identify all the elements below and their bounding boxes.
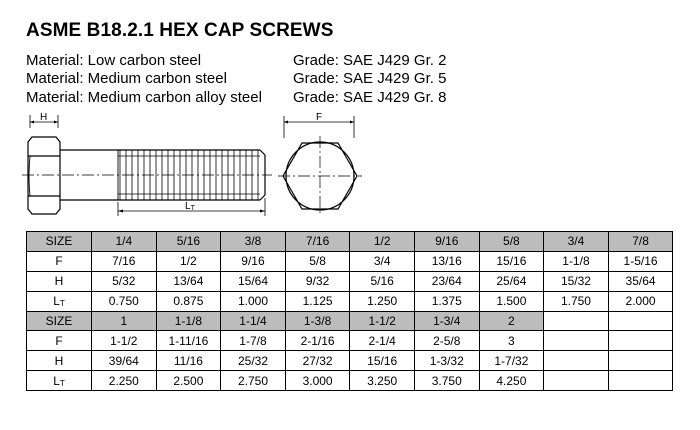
empty-cell <box>608 331 673 351</box>
table-cell: 1-3/8 <box>285 311 350 331</box>
table-cell: 1.375 <box>414 291 479 311</box>
table-cell: 25/32 <box>221 351 286 371</box>
table-cell: 1-7/32 <box>479 351 544 371</box>
table-cell: 1.125 <box>285 291 350 311</box>
table-cell: 27/32 <box>285 351 350 371</box>
size-header: SIZE <box>27 311 92 331</box>
table-cell: 9/16 <box>221 251 286 271</box>
table-cell: 3.000 <box>285 371 350 391</box>
table-cell: 1-1/4 <box>221 311 286 331</box>
table-cell: 1/4 <box>92 232 157 252</box>
dimension-table <box>26 231 673 391</box>
empty-cell <box>544 331 609 351</box>
table-row <box>27 331 673 351</box>
empty-cell <box>544 371 609 391</box>
table-cell: 3 <box>479 331 544 351</box>
table-cell: 1-7/8 <box>221 331 286 351</box>
table-cell: 3.750 <box>414 371 479 391</box>
hex-cap-screw-drawing <box>20 110 380 226</box>
table-cell: 3.250 <box>350 371 415 391</box>
empty-cell <box>544 351 609 371</box>
table-cell: 1.250 <box>350 291 415 311</box>
empty-cell <box>608 371 673 391</box>
table-row <box>27 251 673 271</box>
table-cell: 1-1/8 <box>156 311 221 331</box>
empty-cell <box>608 351 673 371</box>
table-cell: 1 <box>92 311 157 331</box>
table-cell: 2.250 <box>92 371 157 391</box>
table-cell: 1-1/2 <box>92 331 157 351</box>
empty-cell <box>608 311 673 331</box>
material-text: Material: Low carbon steel <box>26 52 202 69</box>
table-row <box>27 371 673 391</box>
table-cell: 15/16 <box>350 351 415 371</box>
table-cell: 2.750 <box>221 371 286 391</box>
table-cell: 7/8 <box>608 232 673 252</box>
material-text: Material: Medium carbon alloy steel <box>26 89 262 106</box>
thread-length-label: LT <box>185 201 195 212</box>
table-cell: 2-1/16 <box>285 331 350 351</box>
spec-line-1 <box>26 52 447 70</box>
table-cell: 1.750 <box>544 291 609 311</box>
row-label: F <box>27 251 92 271</box>
table-cell: 1-5/16 <box>608 251 673 271</box>
row-label: H <box>27 271 92 291</box>
table-cell: 0.875 <box>156 291 221 311</box>
size-header: SIZE <box>27 232 92 252</box>
empty-cell <box>544 311 609 331</box>
row-label: LT <box>27 371 92 391</box>
table-cell: 23/64 <box>414 271 479 291</box>
table-cell: 35/64 <box>608 271 673 291</box>
grade-text: Grade: SAE J429 Gr. 2 <box>293 52 447 69</box>
table-cell: 5/16 <box>350 271 415 291</box>
table-cell: 5/8 <box>285 251 350 271</box>
table-cell: 2.500 <box>156 371 221 391</box>
side-view <box>22 112 272 216</box>
spec-line-3 <box>26 89 447 107</box>
table-cell: 9/16 <box>414 232 479 252</box>
head-dimension-label: H <box>40 112 48 123</box>
table-row <box>27 311 673 331</box>
table-cell: 1-3/32 <box>414 351 479 371</box>
table-cell: 15/64 <box>221 271 286 291</box>
table-cell: 2-5/8 <box>414 331 479 351</box>
table-cell: 13/64 <box>156 271 221 291</box>
table-cell: 2-1/4 <box>350 331 415 351</box>
table-row <box>27 291 673 311</box>
page-title: ASME B18.2.1 HEX CAP SCREWS <box>26 20 334 41</box>
table-cell: 1.000 <box>221 291 286 311</box>
table-cell: 1/2 <box>156 251 221 271</box>
table-cell: 3/4 <box>350 251 415 271</box>
table-cell: 1-1/8 <box>544 251 609 271</box>
table-cell: 15/16 <box>479 251 544 271</box>
table-cell: 5/32 <box>92 271 157 291</box>
row-label: LT <box>27 291 92 311</box>
table-cell: 1-3/4 <box>414 311 479 331</box>
table-cell: 2.000 <box>608 291 673 311</box>
table-cell: 2 <box>479 311 544 331</box>
spec-line-2 <box>26 70 447 88</box>
table-cell: 4.250 <box>479 371 544 391</box>
table-cell: 3/4 <box>544 232 609 252</box>
table-cell: 0.750 <box>92 291 157 311</box>
table-row <box>27 351 673 371</box>
grade-text: Grade: SAE J429 Gr. 5 <box>293 70 447 87</box>
table-cell: 1-1/2 <box>350 311 415 331</box>
table-cell: 11/16 <box>156 351 221 371</box>
table-row <box>27 232 673 252</box>
table-cell: 1/2 <box>350 232 415 252</box>
table-cell: 13/16 <box>414 251 479 271</box>
material-text: Material: Medium carbon steel <box>26 70 227 87</box>
table-cell: 3/8 <box>221 232 286 252</box>
table-cell: 1-11/16 <box>156 331 221 351</box>
table-cell: 5/16 <box>156 232 221 252</box>
table-cell: 5/8 <box>479 232 544 252</box>
table-cell: 9/32 <box>285 271 350 291</box>
row-label: H <box>27 351 92 371</box>
table-cell: 1.500 <box>479 291 544 311</box>
table-cell: 7/16 <box>92 251 157 271</box>
table-cell: 15/32 <box>544 271 609 291</box>
row-label: F <box>27 331 92 351</box>
table-cell: 7/16 <box>285 232 350 252</box>
table-row <box>27 271 673 291</box>
grade-text: Grade: SAE J429 Gr. 8 <box>293 89 447 106</box>
table-cell: 39/64 <box>92 351 157 371</box>
flats-dimension-label: F <box>316 112 323 123</box>
end-view <box>278 112 362 216</box>
table-cell: 25/64 <box>479 271 544 291</box>
